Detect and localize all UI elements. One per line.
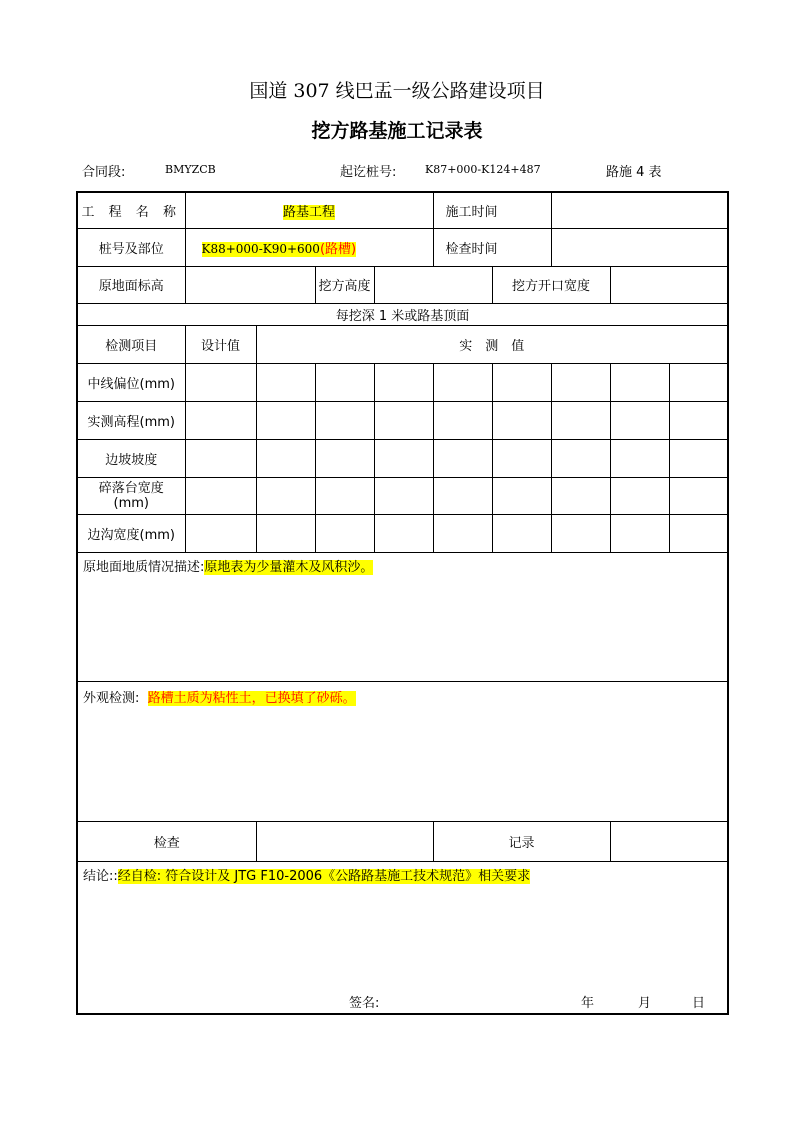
measure-cell[interactable] — [374, 363, 433, 401]
station-value: K87+000-K124+487 — [425, 163, 541, 176]
ground-elevation-value[interactable] — [185, 266, 315, 303]
design-value-cell[interactable] — [185, 477, 256, 514]
measure-cell[interactable] — [315, 401, 374, 439]
appearance-value: 路槽土质为粘性土，已换填了砂砾。 — [147, 690, 356, 706]
geology-section[interactable] — [77, 552, 728, 681]
table-row — [77, 439, 728, 477]
record-form — [76, 191, 729, 1015]
measure-cell[interactable] — [433, 439, 492, 477]
project-name-value: 路基工程 — [283, 204, 336, 220]
measure-cell[interactable] — [669, 439, 728, 477]
inspection-time-value[interactable] — [551, 228, 728, 266]
document-title: 国道 307 线巴盂一级公路建设项目 — [249, 80, 545, 102]
conclusion-label: 结论:: — [83, 868, 118, 884]
measure-section-title: 每挖深 1 米或路基顶面 — [77, 303, 728, 325]
form-code: 路施 4 表 — [606, 165, 662, 180]
measure-cell[interactable] — [256, 439, 315, 477]
form-title: 挖方路基施工记录表 — [311, 120, 483, 142]
measure-cell[interactable] — [315, 363, 374, 401]
appearance-label: 外观检测: — [83, 690, 140, 706]
col-design-header: 设计值 — [185, 325, 256, 363]
row-label: 碎落台宽度(mm) — [77, 477, 185, 514]
date-year-label: 年 — [581, 996, 595, 1011]
ground-elevation-label: 原地面标高 — [77, 266, 185, 303]
measure-cell[interactable] — [669, 401, 728, 439]
row-label: 边沟宽度(mm) — [77, 514, 185, 552]
measure-cell[interactable] — [315, 514, 374, 552]
measure-cell[interactable] — [669, 514, 728, 552]
row-label: 边坡坡度 — [77, 439, 185, 477]
measure-cell[interactable] — [433, 514, 492, 552]
geology-label: 原地面地质情况描述: — [83, 559, 205, 575]
measure-cell[interactable] — [492, 439, 551, 477]
cut-width-value[interactable] — [610, 266, 728, 303]
construction-time-label: 施工时间 — [433, 192, 551, 228]
construction-time-value[interactable] — [551, 192, 728, 228]
design-value-cell[interactable] — [185, 439, 256, 477]
measure-cell[interactable] — [256, 514, 315, 552]
measure-cell[interactable] — [551, 439, 610, 477]
measure-cell[interactable] — [256, 401, 315, 439]
measure-cell[interactable] — [374, 514, 433, 552]
station-location-note: (路槽) — [319, 241, 357, 257]
record-label: 记录 — [433, 821, 610, 861]
check-label: 检查 — [77, 821, 256, 861]
station-location-label: 桩号及部位 — [77, 228, 185, 266]
measure-cell[interactable] — [433, 401, 492, 439]
station-location-value: K88+000-K90+600 — [201, 241, 320, 256]
signature-label: 签名: — [349, 996, 380, 1011]
measure-cell[interactable] — [492, 477, 551, 514]
measure-cell[interactable] — [551, 363, 610, 401]
project-name-label: 工 程 名 称 — [77, 192, 185, 228]
measure-cell[interactable] — [610, 401, 669, 439]
table-row — [77, 401, 728, 439]
cut-height-label: 挖方高度 — [315, 266, 374, 303]
measure-cell[interactable] — [610, 363, 669, 401]
measure-cell[interactable] — [492, 401, 551, 439]
contract-label: 合同段: — [82, 165, 126, 180]
design-value-cell[interactable] — [185, 363, 256, 401]
station-location-cell[interactable] — [185, 228, 433, 266]
measure-cell[interactable] — [433, 363, 492, 401]
design-value-cell[interactable] — [185, 401, 256, 439]
cut-height-value[interactable] — [374, 266, 492, 303]
date-day-label: 日 — [692, 996, 706, 1011]
measure-cell[interactable] — [610, 514, 669, 552]
measure-cell[interactable] — [551, 477, 610, 514]
inspection-time-label: 检查时间 — [433, 228, 551, 266]
measure-cell[interactable] — [669, 477, 728, 514]
measure-cell[interactable] — [315, 439, 374, 477]
conclusion-section[interactable] — [77, 861, 728, 1014]
measure-cell[interactable] — [374, 401, 433, 439]
measure-cell[interactable] — [315, 477, 374, 514]
col-item-header: 检测项目 — [77, 325, 185, 363]
station-label: 起讫桩号: — [340, 165, 397, 180]
row-label: 中线偏位(mm) — [77, 363, 185, 401]
measure-cell[interactable] — [669, 363, 728, 401]
measure-cell[interactable] — [551, 401, 610, 439]
appearance-section[interactable] — [77, 681, 728, 821]
measure-cell[interactable] — [256, 363, 315, 401]
row-label: 实测高程(mm) — [77, 401, 185, 439]
measure-cell[interactable] — [492, 363, 551, 401]
conclusion-value: 经自检: 符合设计及 JTG F10-2006《公路路基施工技术规范》相关要求 — [117, 868, 531, 884]
design-value-cell[interactable] — [185, 514, 256, 552]
contract-value: BMYZCB — [165, 163, 216, 176]
measure-cell[interactable] — [551, 514, 610, 552]
measure-cell[interactable] — [610, 477, 669, 514]
measure-cell[interactable] — [374, 477, 433, 514]
project-name-cell[interactable] — [185, 192, 433, 228]
measure-cell[interactable] — [256, 477, 315, 514]
measure-cell[interactable] — [374, 439, 433, 477]
date-month-label: 月 — [638, 996, 652, 1011]
measure-cell[interactable] — [433, 477, 492, 514]
table-row — [77, 363, 728, 401]
check-value[interactable] — [256, 821, 433, 861]
cut-width-label: 挖方开口宽度 — [492, 266, 610, 303]
col-actual-header: 实 测 值 — [256, 325, 728, 363]
geology-value: 原地表为少量灌木及风积沙。 — [204, 559, 374, 575]
table-row — [77, 477, 728, 514]
measure-cell[interactable] — [610, 439, 669, 477]
measure-cell[interactable] — [492, 514, 551, 552]
record-value[interactable] — [610, 821, 728, 861]
table-row — [77, 514, 728, 552]
